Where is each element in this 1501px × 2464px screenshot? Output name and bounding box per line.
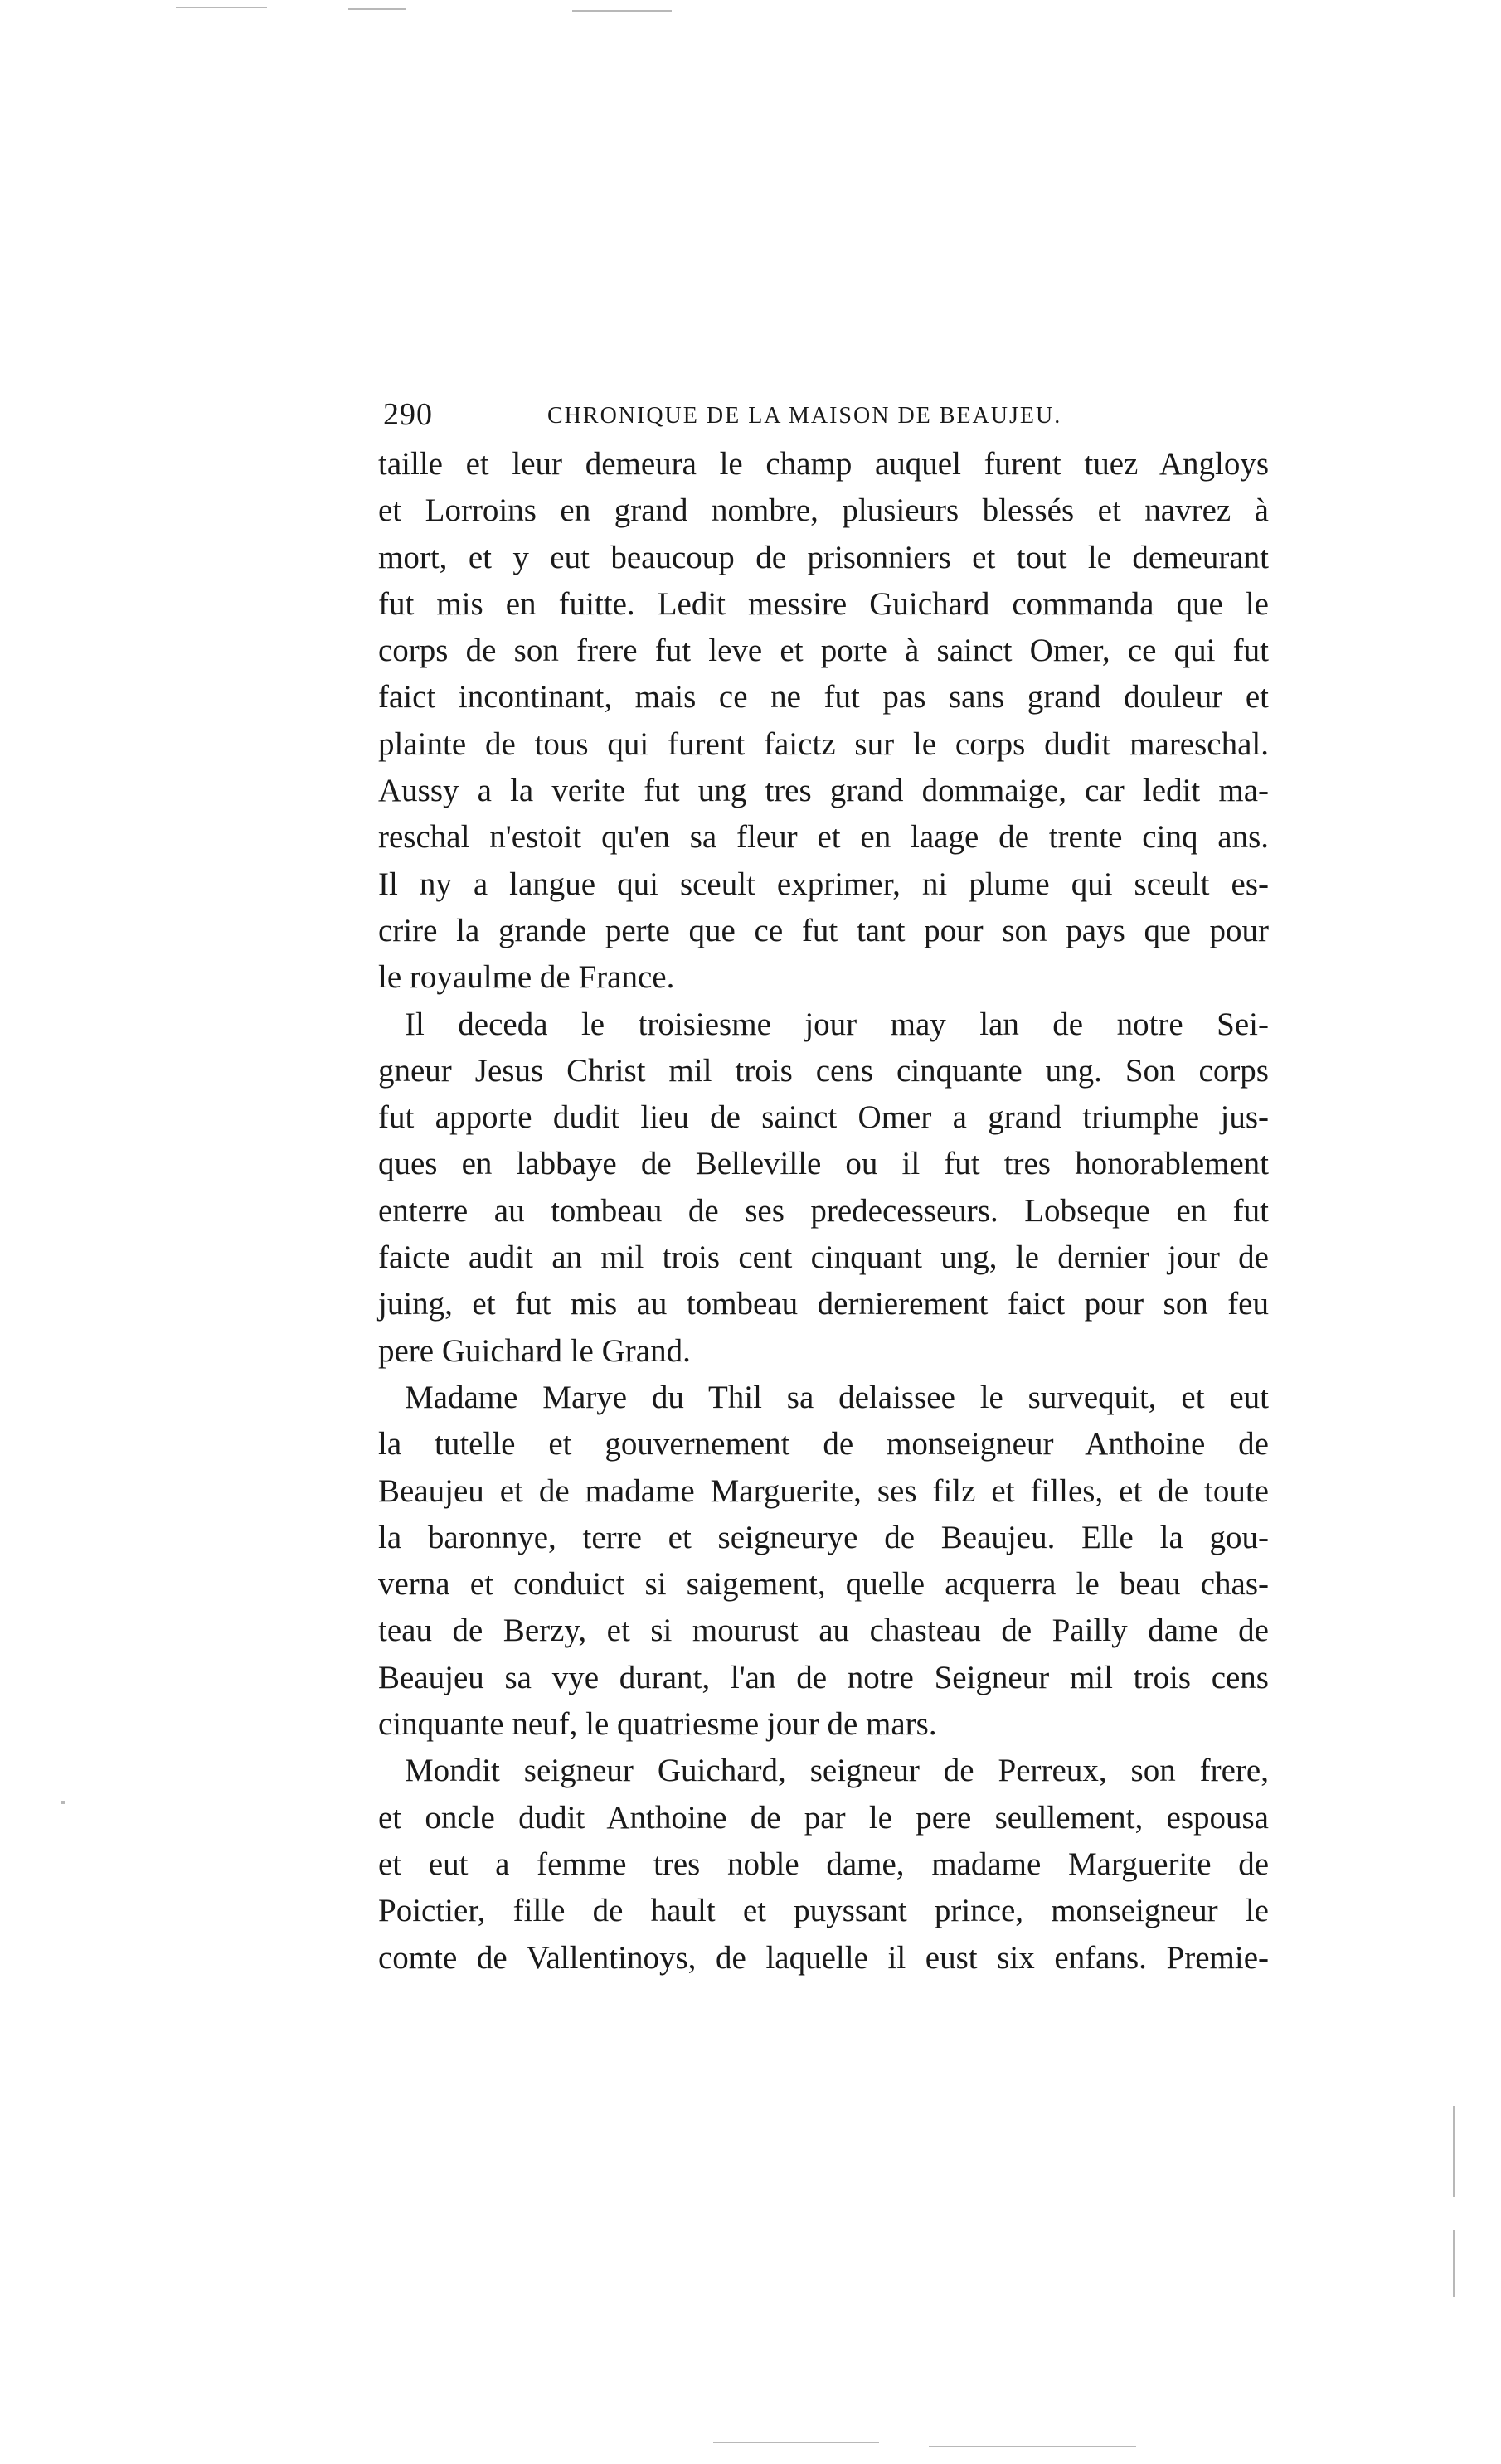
text-line: corps de son frere fut leve et porte à sainct Omer, ce qui fut bbox=[378, 633, 1269, 669]
text-line: teau de Berzy, et si mourust au chasteau de Pailly dame de bbox=[378, 1613, 1269, 1649]
text-line: fut mis en fuitte. Ledit messire Guichard commanda que le bbox=[378, 585, 1269, 622]
text-line: Il deceda le troisiesme jour may lan de notre Sei- bbox=[405, 1006, 1269, 1042]
running-title: CHRONIQUE DE LA MAISON DE BEAUJEU. bbox=[547, 403, 1062, 429]
text-line: Beaujeu et de madame Marguerite, ses filz et filles, et de toute bbox=[378, 1472, 1269, 1509]
right-margin-mark bbox=[1453, 2230, 1455, 2297]
bottom-edge-mark bbox=[713, 2442, 879, 2443]
text-line: verna et conduict si saigement, quelle acquerra le beau chas- bbox=[378, 1566, 1269, 1603]
text-line: Madame Marye du Thil sa delaissee le survequit, et eut bbox=[405, 1379, 1269, 1415]
body-text bbox=[378, 441, 1269, 1981]
text-line: Beaujeu sa vye durant, l'an de notre Seigneur mil trois cens bbox=[378, 1659, 1269, 1695]
top-edge-mark bbox=[176, 7, 267, 8]
text-line: fut apporte dudit lieu de sainct Omer a grand triumphe jus- bbox=[378, 1099, 1269, 1136]
text-line: faicte audit an mil trois cent cinquant ung, le dernier jour de bbox=[378, 1239, 1269, 1276]
text-line: ques en labbaye de Belleville ou il fut tres honorablement bbox=[378, 1146, 1269, 1182]
text-line: gneur Jesus Christ mil trois cens cinquante ung. Son corps bbox=[378, 1052, 1269, 1089]
text-line: taille et leur demeura le champ auquel furent tuez Angloys bbox=[378, 446, 1269, 482]
text-line: comte de Vallentinoys, de laquelle il eust six enfans. Premie- bbox=[378, 1939, 1269, 1976]
text-line: le royaulme de France. bbox=[378, 959, 675, 996]
text-line: mort, et y eut beaucoup de prisonniers et tout le demeurant bbox=[378, 539, 1269, 575]
text-line: cinquante neuf, le quatriesme jour de mars. bbox=[378, 1706, 937, 1743]
text-line: Aussy a la verite fut ung tres grand dommaige, car ledit ma- bbox=[378, 773, 1269, 809]
text-line: pere Guichard le Grand. bbox=[378, 1332, 691, 1369]
right-margin-mark bbox=[1453, 2106, 1455, 2197]
text-line: plainte de tous qui furent faictz sur le corps dudit mareschal. bbox=[378, 725, 1269, 762]
left-margin-speck bbox=[61, 1801, 65, 1804]
text-line: et oncle dudit Anthoine de par le pere seullement, espousa bbox=[378, 1799, 1269, 1836]
page-header bbox=[383, 390, 1279, 439]
text-line: la tutelle et gouvernement de monseigneur Anthoine de bbox=[378, 1426, 1269, 1462]
text-line: faict incontinant, mais ce ne fut pas sans grand douleur et bbox=[378, 679, 1269, 715]
text-line: et eut a femme tres noble dame, madame Marguerite de bbox=[378, 1846, 1269, 1882]
text-line: crire la grande perte que ce fut tant pour son pays que pour bbox=[378, 912, 1269, 948]
top-edge-mark bbox=[348, 8, 406, 10]
text-line: reschal n'estoit qu'en sa fleur et en laage de trente cinq ans. bbox=[378, 819, 1269, 856]
text-line: juing, et fut mis au tombeau dernierement faict pour son feu bbox=[378, 1286, 1269, 1322]
text-line: Mondit seigneur Guichard, seigneur de Perreux, son frere, bbox=[405, 1753, 1269, 1789]
text-line: et Lorroins en grand nombre, plusieurs blessés et navrez à bbox=[378, 492, 1269, 529]
bottom-edge-mark bbox=[929, 2446, 1136, 2447]
text-line: Poictier, fille de hault et puyssant prince, monseigneur le bbox=[378, 1893, 1269, 1929]
page-number: 290 bbox=[383, 397, 433, 432]
text-line: Il ny a langue qui sceult exprimer, ni plume qui sceult es- bbox=[378, 866, 1269, 902]
text-line: la baronnye, terre et seigneurye de Beaujeu. Elle la gou- bbox=[378, 1519, 1269, 1555]
top-edge-mark bbox=[572, 10, 672, 12]
text-line: enterre au tombeau de ses predecesseurs. Lobseque en fut bbox=[378, 1192, 1269, 1229]
